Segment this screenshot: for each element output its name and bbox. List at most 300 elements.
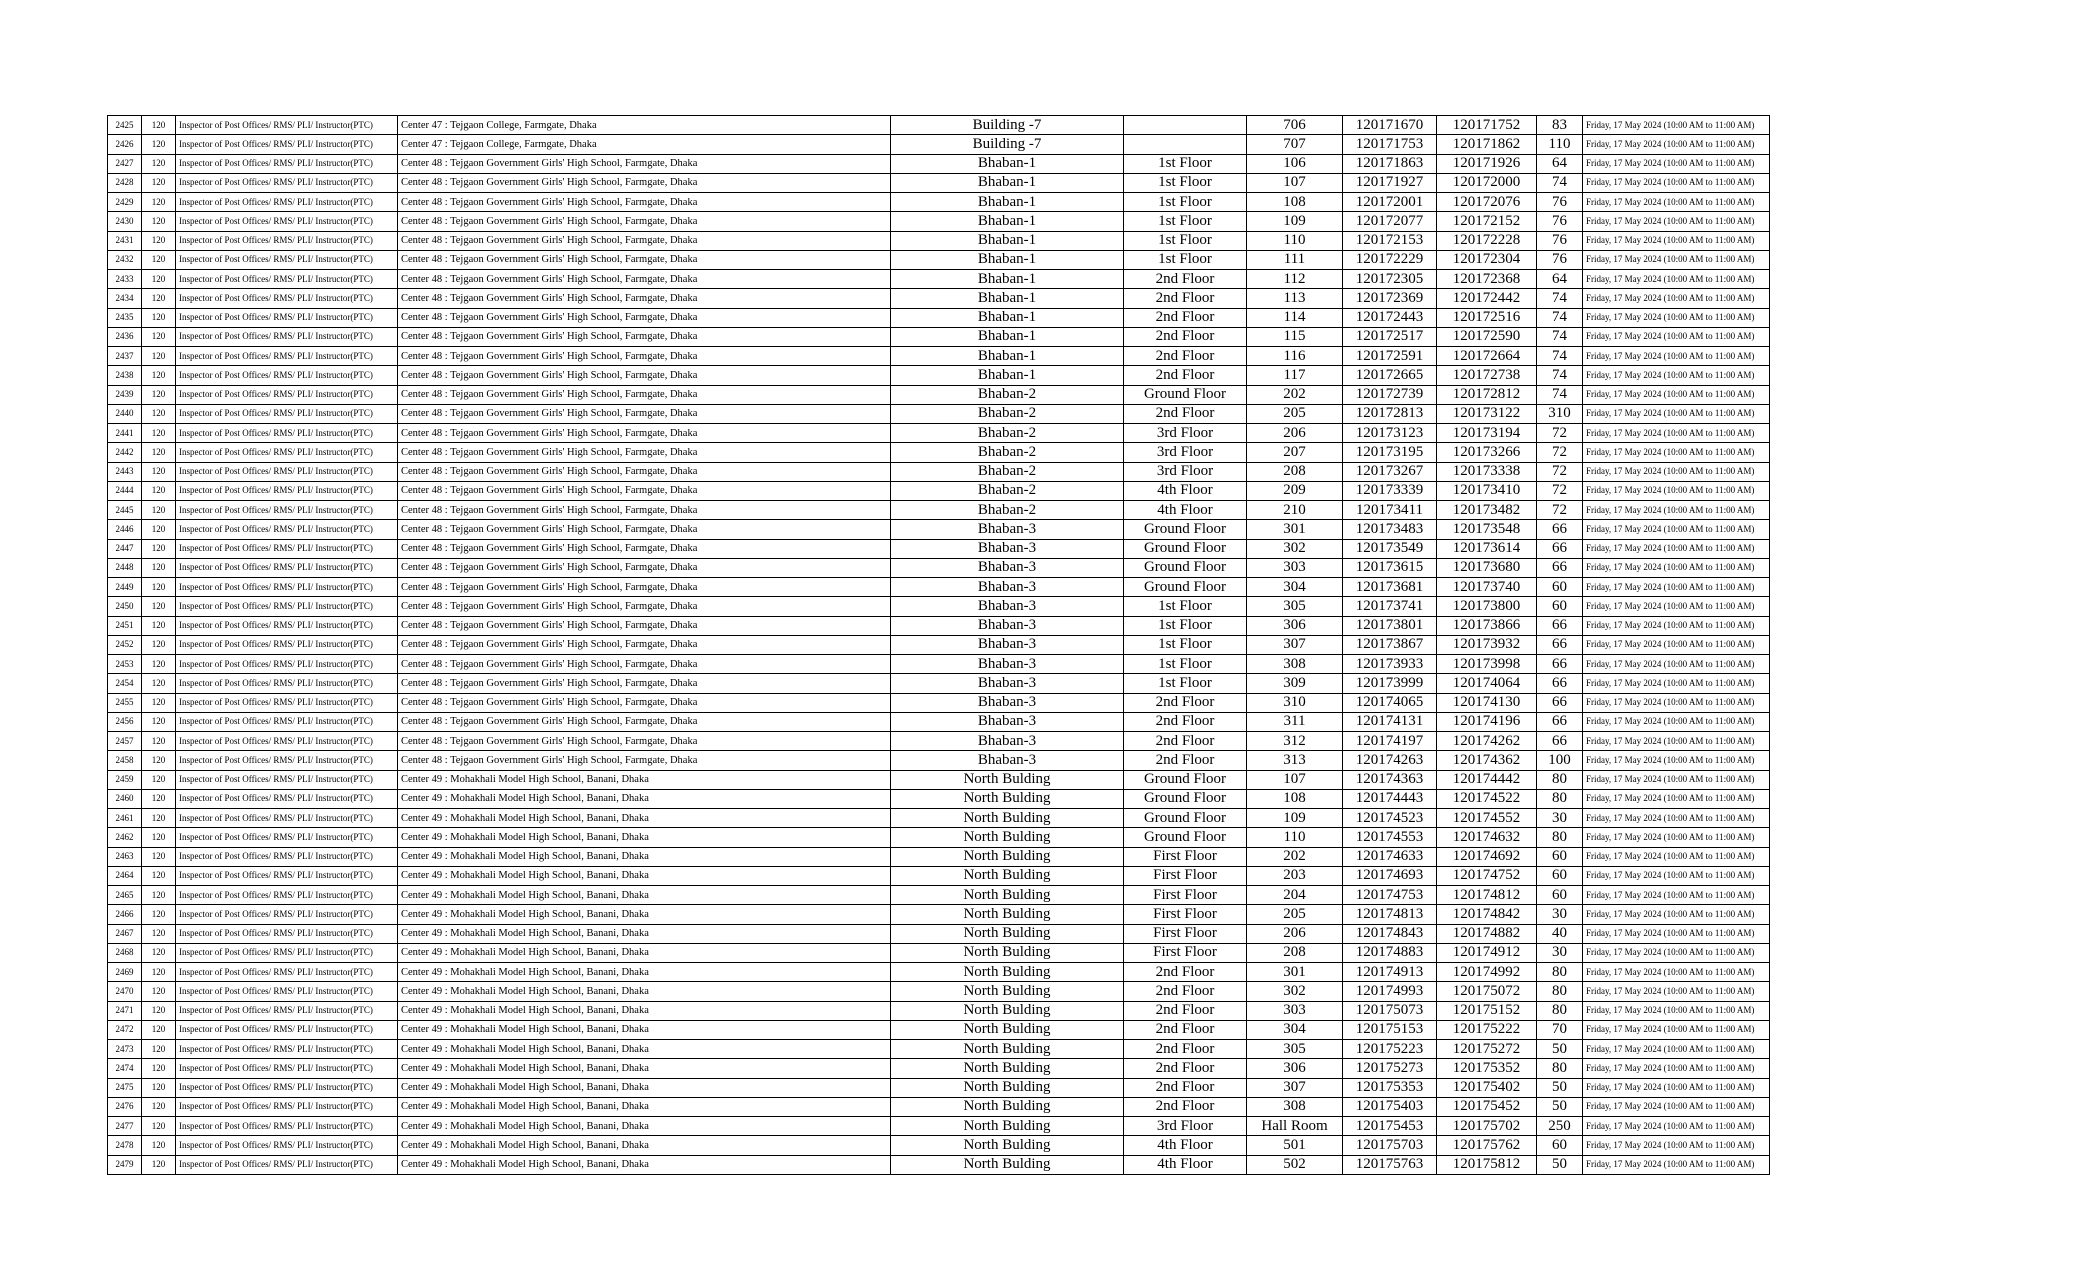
room-cell: 313 [1247,751,1343,770]
floor-cell: 4th Floor [1124,501,1247,520]
post-name-cell: Inspector of Post Offices/ RMS/ PLI/ Instructor(PTC) [176,1097,398,1116]
room-cell: 301 [1247,520,1343,539]
total-cell: 74 [1537,173,1583,192]
roll-to-cell: 120173932 [1437,635,1537,654]
post-code-cell: 120 [142,943,176,962]
table-row [108,366,1770,385]
post-code-cell: 120 [142,963,176,982]
exam-date-cell: Friday, 17 May 2024 (10:00 AM to 11:00 AM) [1583,693,1770,712]
post-code-cell: 120 [142,347,176,366]
room-cell: Hall Room [1247,1117,1343,1136]
room-cell: 306 [1247,616,1343,635]
building-cell: Bhaban-2 [891,404,1124,423]
floor-cell: 1st Floor [1124,655,1247,674]
exam-center-cell: Center 49 : Mohakhali Model High School, Banani, Dhaka [398,963,891,982]
exam-center-cell: Center 49 : Mohakhali Model High School, Banani, Dhaka [398,1059,891,1078]
building-cell: Bhaban-2 [891,481,1124,500]
total-cell: 80 [1537,789,1583,808]
roll-from-cell: 120172739 [1343,385,1437,404]
roll-to-cell: 120175352 [1437,1059,1537,1078]
building-cell: North Bulding [891,847,1124,866]
building-cell: Bhaban-1 [891,193,1124,212]
serial-number-cell: 2457 [108,732,142,751]
building-cell: North Bulding [891,905,1124,924]
post-code-cell: 120 [142,924,176,943]
total-cell: 72 [1537,481,1583,500]
post-code-cell: 120 [142,770,176,789]
total-cell: 64 [1537,154,1583,173]
table-row [108,789,1770,808]
post-name-cell: Inspector of Post Offices/ RMS/ PLI/ Instructor(PTC) [176,1117,398,1136]
serial-number-cell: 2469 [108,963,142,982]
building-cell: Bhaban-1 [891,212,1124,231]
post-code-cell: 120 [142,1020,176,1039]
exam-date-cell: Friday, 17 May 2024 (10:00 AM to 11:00 AM) [1583,847,1770,866]
room-cell: 114 [1247,308,1343,327]
post-name-cell: Inspector of Post Offices/ RMS/ PLI/ Instructor(PTC) [176,751,398,770]
room-cell: 111 [1247,250,1343,269]
floor-cell: Ground Floor [1124,770,1247,789]
serial-number-cell: 2433 [108,270,142,289]
post-code-cell: 120 [142,173,176,192]
building-cell: Bhaban-2 [891,443,1124,462]
serial-number-cell: 2448 [108,558,142,577]
roll-from-cell: 120175763 [1343,1155,1437,1174]
roll-to-cell: 120174064 [1437,674,1537,693]
post-code-cell: 120 [142,1117,176,1136]
building-cell: Bhaban-1 [891,250,1124,269]
post-name-cell: Inspector of Post Offices/ RMS/ PLI/ Instructor(PTC) [176,212,398,231]
serial-number-cell: 2468 [108,943,142,962]
roll-to-cell: 120175762 [1437,1136,1537,1155]
serial-number-cell: 2458 [108,751,142,770]
exam-date-cell: Friday, 17 May 2024 (10:00 AM to 11:00 AM) [1583,963,1770,982]
post-name-cell: Inspector of Post Offices/ RMS/ PLI/ Instructor(PTC) [176,443,398,462]
exam-center-cell: Center 48 : Tejgaon Government Girls' High School, Farmgate, Dhaka [398,385,891,404]
roll-to-cell: 120175812 [1437,1155,1537,1174]
post-code-cell: 120 [142,597,176,616]
post-name-cell: Inspector of Post Offices/ RMS/ PLI/ Instructor(PTC) [176,1020,398,1039]
post-name-cell: Inspector of Post Offices/ RMS/ PLI/ Instructor(PTC) [176,462,398,481]
serial-number-cell: 2465 [108,886,142,905]
roll-to-cell: 120173194 [1437,424,1537,443]
floor-cell: Ground Floor [1124,828,1247,847]
room-cell: 202 [1247,385,1343,404]
exam-center-cell: Center 49 : Mohakhali Model High School, Banani, Dhaka [398,924,891,943]
post-code-cell: 120 [142,886,176,905]
table-row [108,828,1770,847]
serial-number-cell: 2443 [108,462,142,481]
serial-number-cell: 2445 [108,501,142,520]
total-cell: 74 [1537,308,1583,327]
room-cell: 206 [1247,424,1343,443]
roll-from-cell: 120173339 [1343,481,1437,500]
exam-center-cell: Center 49 : Mohakhali Model High School, Banani, Dhaka [398,866,891,885]
table-row [108,193,1770,212]
post-name-cell: Inspector of Post Offices/ RMS/ PLI/ Instructor(PTC) [176,1059,398,1078]
total-cell: 80 [1537,828,1583,847]
total-cell: 50 [1537,1040,1583,1059]
total-cell: 72 [1537,501,1583,520]
table-row [108,905,1770,924]
exam-date-cell: Friday, 17 May 2024 (10:00 AM to 11:00 AM) [1583,135,1770,154]
roll-from-cell: 120172153 [1343,231,1437,250]
roll-from-cell: 120174633 [1343,847,1437,866]
roll-to-cell: 120175402 [1437,1078,1537,1097]
roll-to-cell: 120173800 [1437,597,1537,616]
exam-date-cell: Friday, 17 May 2024 (10:00 AM to 11:00 AM) [1583,616,1770,635]
total-cell: 30 [1537,905,1583,924]
table-row [108,635,1770,654]
floor-cell: 2nd Floor [1124,693,1247,712]
total-cell: 74 [1537,366,1583,385]
building-cell: Bhaban-3 [891,616,1124,635]
roll-to-cell: 120173410 [1437,481,1537,500]
roll-to-cell: 120174842 [1437,905,1537,924]
room-cell: 210 [1247,501,1343,520]
total-cell: 110 [1537,135,1583,154]
floor-cell: First Floor [1124,943,1247,962]
post-name-cell: Inspector of Post Offices/ RMS/ PLI/ Instructor(PTC) [176,250,398,269]
building-cell: North Bulding [891,770,1124,789]
table-row [108,289,1770,308]
table-row [108,250,1770,269]
floor-cell: 4th Floor [1124,1155,1247,1174]
serial-number-cell: 2452 [108,635,142,654]
roll-from-cell: 120173999 [1343,674,1437,693]
floor-cell: 2nd Floor [1124,751,1247,770]
serial-number-cell: 2470 [108,982,142,1001]
total-cell: 66 [1537,732,1583,751]
serial-number-cell: 2463 [108,847,142,866]
exam-center-cell: Center 48 : Tejgaon Government Girls' High School, Farmgate, Dhaka [398,404,891,423]
floor-cell: 2nd Floor [1124,366,1247,385]
exam-date-cell: Friday, 17 May 2024 (10:00 AM to 11:00 AM) [1583,1040,1770,1059]
post-name-cell: Inspector of Post Offices/ RMS/ PLI/ Instructor(PTC) [176,616,398,635]
exam-center-cell: Center 48 : Tejgaon Government Girls' High School, Farmgate, Dhaka [398,693,891,712]
table-row [108,520,1770,539]
exam-center-cell: Center 48 : Tejgaon Government Girls' High School, Farmgate, Dhaka [398,231,891,250]
roll-from-cell: 120172443 [1343,308,1437,327]
building-cell: North Bulding [891,886,1124,905]
exam-center-cell: Center 48 : Tejgaon Government Girls' High School, Farmgate, Dhaka [398,712,891,731]
exam-date-cell: Friday, 17 May 2024 (10:00 AM to 11:00 AM) [1583,943,1770,962]
room-cell: 308 [1247,655,1343,674]
roll-to-cell: 120171926 [1437,154,1537,173]
post-code-cell: 120 [142,193,176,212]
building-cell: Bhaban-3 [891,655,1124,674]
room-cell: 109 [1247,212,1343,231]
total-cell: 66 [1537,712,1583,731]
post-name-cell: Inspector of Post Offices/ RMS/ PLI/ Instructor(PTC) [176,481,398,500]
exam-center-cell: Center 48 : Tejgaon Government Girls' High School, Farmgate, Dhaka [398,501,891,520]
roll-from-cell: 120174753 [1343,886,1437,905]
post-code-cell: 120 [142,135,176,154]
exam-center-cell: Center 48 : Tejgaon Government Girls' High School, Farmgate, Dhaka [398,173,891,192]
exam-date-cell: Friday, 17 May 2024 (10:00 AM to 11:00 AM) [1583,231,1770,250]
exam-date-cell: Friday, 17 May 2024 (10:00 AM to 11:00 AM) [1583,539,1770,558]
post-name-cell: Inspector of Post Offices/ RMS/ PLI/ Instructor(PTC) [176,193,398,212]
building-cell: North Bulding [891,1059,1124,1078]
table-row [108,1078,1770,1097]
total-cell: 74 [1537,289,1583,308]
total-cell: 72 [1537,443,1583,462]
exam-center-cell: Center 49 : Mohakhali Model High School, Banani, Dhaka [398,1155,891,1174]
roll-to-cell: 120175452 [1437,1097,1537,1116]
table-row [108,1040,1770,1059]
post-name-cell: Inspector of Post Offices/ RMS/ PLI/ Instructor(PTC) [176,404,398,423]
exam-center-cell: Center 49 : Mohakhali Model High School, Banani, Dhaka [398,1001,891,1020]
floor-cell [1124,116,1247,135]
total-cell: 66 [1537,674,1583,693]
table-row [108,751,1770,770]
roll-to-cell: 120174692 [1437,847,1537,866]
serial-number-cell: 2426 [108,135,142,154]
room-cell: 115 [1247,327,1343,346]
room-cell: 107 [1247,173,1343,192]
building-cell: North Bulding [891,1040,1124,1059]
exam-center-cell: Center 49 : Mohakhali Model High School, Banani, Dhaka [398,905,891,924]
serial-number-cell: 2450 [108,597,142,616]
total-cell: 60 [1537,578,1583,597]
roll-to-cell: 120173866 [1437,616,1537,635]
exam-date-cell: Friday, 17 May 2024 (10:00 AM to 11:00 AM) [1583,1020,1770,1039]
room-cell: 205 [1247,905,1343,924]
table-row [108,385,1770,404]
roll-from-cell: 120173483 [1343,520,1437,539]
post-code-cell: 120 [142,866,176,885]
total-cell: 66 [1537,520,1583,539]
roll-from-cell: 120175273 [1343,1059,1437,1078]
post-name-cell: Inspector of Post Offices/ RMS/ PLI/ Instructor(PTC) [176,308,398,327]
table-row [108,347,1770,366]
post-code-cell: 120 [142,1001,176,1020]
roll-to-cell: 120173482 [1437,501,1537,520]
table-row [108,693,1770,712]
serial-number-cell: 2431 [108,231,142,250]
room-cell: 301 [1247,963,1343,982]
exam-date-cell: Friday, 17 May 2024 (10:00 AM to 11:00 AM) [1583,1117,1770,1136]
serial-number-cell: 2474 [108,1059,142,1078]
room-cell: 113 [1247,289,1343,308]
post-code-cell: 120 [142,732,176,751]
building-cell: North Bulding [891,1001,1124,1020]
total-cell: 60 [1537,597,1583,616]
post-name-cell: Inspector of Post Offices/ RMS/ PLI/ Instructor(PTC) [176,501,398,520]
building-cell: Bhaban-1 [891,347,1124,366]
total-cell: 80 [1537,963,1583,982]
exam-center-cell: Center 47 : Tejgaon College, Farmgate, Dhaka [398,135,891,154]
roll-from-cell: 120171927 [1343,173,1437,192]
serial-number-cell: 2437 [108,347,142,366]
roll-to-cell: 120172228 [1437,231,1537,250]
post-code-cell: 120 [142,1097,176,1116]
floor-cell: 2nd Floor [1124,327,1247,346]
room-cell: 207 [1247,443,1343,462]
roll-to-cell: 120174196 [1437,712,1537,731]
exam-center-cell: Center 48 : Tejgaon Government Girls' High School, Farmgate, Dhaka [398,154,891,173]
seat-plan-table [107,115,1770,1175]
exam-center-cell: Center 49 : Mohakhali Model High School, Banani, Dhaka [398,1040,891,1059]
roll-from-cell: 120174883 [1343,943,1437,962]
exam-center-cell: Center 48 : Tejgaon Government Girls' High School, Farmgate, Dhaka [398,616,891,635]
room-cell: 706 [1247,116,1343,135]
room-cell: 501 [1247,1136,1343,1155]
floor-cell: First Floor [1124,847,1247,866]
exam-date-cell: Friday, 17 May 2024 (10:00 AM to 11:00 AM) [1583,366,1770,385]
exam-date-cell: Friday, 17 May 2024 (10:00 AM to 11:00 AM) [1583,751,1770,770]
exam-center-cell: Center 48 : Tejgaon Government Girls' High School, Farmgate, Dhaka [398,732,891,751]
serial-number-cell: 2460 [108,789,142,808]
post-name-cell: Inspector of Post Offices/ RMS/ PLI/ Instructor(PTC) [176,770,398,789]
post-code-cell: 120 [142,289,176,308]
exam-center-cell: Center 48 : Tejgaon Government Girls' High School, Farmgate, Dhaka [398,597,891,616]
serial-number-cell: 2430 [108,212,142,231]
total-cell: 40 [1537,924,1583,943]
building-cell: Bhaban-2 [891,424,1124,443]
total-cell: 50 [1537,1078,1583,1097]
exam-date-cell: Friday, 17 May 2024 (10:00 AM to 11:00 AM) [1583,270,1770,289]
total-cell: 250 [1537,1117,1583,1136]
table-row [108,462,1770,481]
table-row [108,212,1770,231]
exam-date-cell: Friday, 17 May 2024 (10:00 AM to 11:00 AM) [1583,886,1770,905]
floor-cell: First Floor [1124,905,1247,924]
exam-center-cell: Center 49 : Mohakhali Model High School, Banani, Dhaka [398,847,891,866]
roll-to-cell: 120172000 [1437,173,1537,192]
post-name-cell: Inspector of Post Offices/ RMS/ PLI/ Instructor(PTC) [176,924,398,943]
serial-number-cell: 2446 [108,520,142,539]
roll-to-cell: 120172076 [1437,193,1537,212]
roll-from-cell: 120174843 [1343,924,1437,943]
building-cell: North Bulding [891,1155,1124,1174]
room-cell: 205 [1247,404,1343,423]
exam-date-cell: Friday, 17 May 2024 (10:00 AM to 11:00 AM) [1583,597,1770,616]
roll-to-cell: 120172304 [1437,250,1537,269]
floor-cell: 1st Floor [1124,635,1247,654]
roll-to-cell: 120172812 [1437,385,1537,404]
roll-to-cell: 120175272 [1437,1040,1537,1059]
floor-cell: 1st Floor [1124,616,1247,635]
room-cell: 116 [1247,347,1343,366]
total-cell: 60 [1537,847,1583,866]
room-cell: 307 [1247,1078,1343,1097]
serial-number-cell: 2447 [108,539,142,558]
table-row [108,578,1770,597]
table-row [108,558,1770,577]
total-cell: 72 [1537,424,1583,443]
floor-cell: 2nd Floor [1124,982,1247,1001]
building-cell: Bhaban-3 [891,558,1124,577]
exam-date-cell: Friday, 17 May 2024 (10:00 AM to 11:00 AM) [1583,308,1770,327]
building-cell: Bhaban-1 [891,154,1124,173]
roll-from-cell: 120173801 [1343,616,1437,635]
building-cell: Bhaban-3 [891,539,1124,558]
building-cell: Bhaban-1 [891,366,1124,385]
post-name-cell: Inspector of Post Offices/ RMS/ PLI/ Instructor(PTC) [176,578,398,597]
post-code-cell: 120 [142,905,176,924]
building-cell: Bhaban-2 [891,385,1124,404]
floor-cell: 1st Floor [1124,173,1247,192]
serial-number-cell: 2435 [108,308,142,327]
total-cell: 66 [1537,655,1583,674]
building-cell: North Bulding [891,809,1124,828]
exam-center-cell: Center 48 : Tejgaon Government Girls' High School, Farmgate, Dhaka [398,250,891,269]
roll-from-cell: 120175223 [1343,1040,1437,1059]
exam-center-cell: Center 48 : Tejgaon Government Girls' High School, Farmgate, Dhaka [398,520,891,539]
floor-cell: Ground Floor [1124,809,1247,828]
roll-to-cell: 120173122 [1437,404,1537,423]
serial-number-cell: 2455 [108,693,142,712]
post-code-cell: 120 [142,712,176,731]
post-name-cell: Inspector of Post Offices/ RMS/ PLI/ Instructor(PTC) [176,116,398,135]
room-cell: 302 [1247,982,1343,1001]
total-cell: 66 [1537,558,1583,577]
total-cell: 310 [1537,404,1583,423]
exam-center-cell: Center 48 : Tejgaon Government Girls' High School, Farmgate, Dhaka [398,308,891,327]
total-cell: 76 [1537,250,1583,269]
exam-center-cell: Center 49 : Mohakhali Model High School, Banani, Dhaka [398,809,891,828]
exam-date-cell: Friday, 17 May 2024 (10:00 AM to 11:00 AM) [1583,520,1770,539]
total-cell: 80 [1537,770,1583,789]
floor-cell: 1st Floor [1124,674,1247,693]
roll-to-cell: 120174442 [1437,770,1537,789]
table-row [108,1059,1770,1078]
total-cell: 80 [1537,982,1583,1001]
room-cell: 209 [1247,481,1343,500]
exam-center-cell: Center 48 : Tejgaon Government Girls' High School, Farmgate, Dhaka [398,270,891,289]
floor-cell: 3rd Floor [1124,462,1247,481]
exam-center-cell: Center 49 : Mohakhali Model High School, Banani, Dhaka [398,943,891,962]
roll-from-cell: 120173411 [1343,501,1437,520]
post-code-cell: 120 [142,539,176,558]
building-cell: North Bulding [891,789,1124,808]
roll-from-cell: 120175453 [1343,1117,1437,1136]
serial-number-cell: 2462 [108,828,142,847]
floor-cell: 2nd Floor [1124,270,1247,289]
exam-center-cell: Center 49 : Mohakhali Model High School, Banani, Dhaka [398,1097,891,1116]
floor-cell: Ground Floor [1124,578,1247,597]
post-code-cell: 120 [142,481,176,500]
post-name-cell: Inspector of Post Offices/ RMS/ PLI/ Instructor(PTC) [176,693,398,712]
floor-cell: 4th Floor [1124,1136,1247,1155]
roll-from-cell: 120174693 [1343,866,1437,885]
roll-to-cell: 120175152 [1437,1001,1537,1020]
floor-cell: Ground Floor [1124,558,1247,577]
roll-to-cell: 120174632 [1437,828,1537,847]
post-name-cell: Inspector of Post Offices/ RMS/ PLI/ Instructor(PTC) [176,270,398,289]
roll-to-cell: 120174262 [1437,732,1537,751]
total-cell: 72 [1537,462,1583,481]
roll-to-cell: 120173266 [1437,443,1537,462]
serial-number-cell: 2466 [108,905,142,924]
exam-date-cell: Friday, 17 May 2024 (10:00 AM to 11:00 AM) [1583,558,1770,577]
post-code-cell: 120 [142,520,176,539]
post-name-cell: Inspector of Post Offices/ RMS/ PLI/ Instructor(PTC) [176,963,398,982]
table-row [108,481,1770,500]
exam-date-cell: Friday, 17 May 2024 (10:00 AM to 11:00 AM) [1583,732,1770,751]
exam-date-cell: Friday, 17 May 2024 (10:00 AM to 11:00 AM) [1583,674,1770,693]
exam-center-cell: Center 49 : Mohakhali Model High School, Banani, Dhaka [398,1078,891,1097]
table-row [108,674,1770,693]
building-cell: Bhaban-3 [891,712,1124,731]
roll-from-cell: 120173741 [1343,597,1437,616]
room-cell: 306 [1247,1059,1343,1078]
total-cell: 60 [1537,866,1583,885]
roll-from-cell: 120175353 [1343,1078,1437,1097]
exam-center-cell: Center 49 : Mohakhali Model High School, Banani, Dhaka [398,1136,891,1155]
roll-from-cell: 120175073 [1343,1001,1437,1020]
